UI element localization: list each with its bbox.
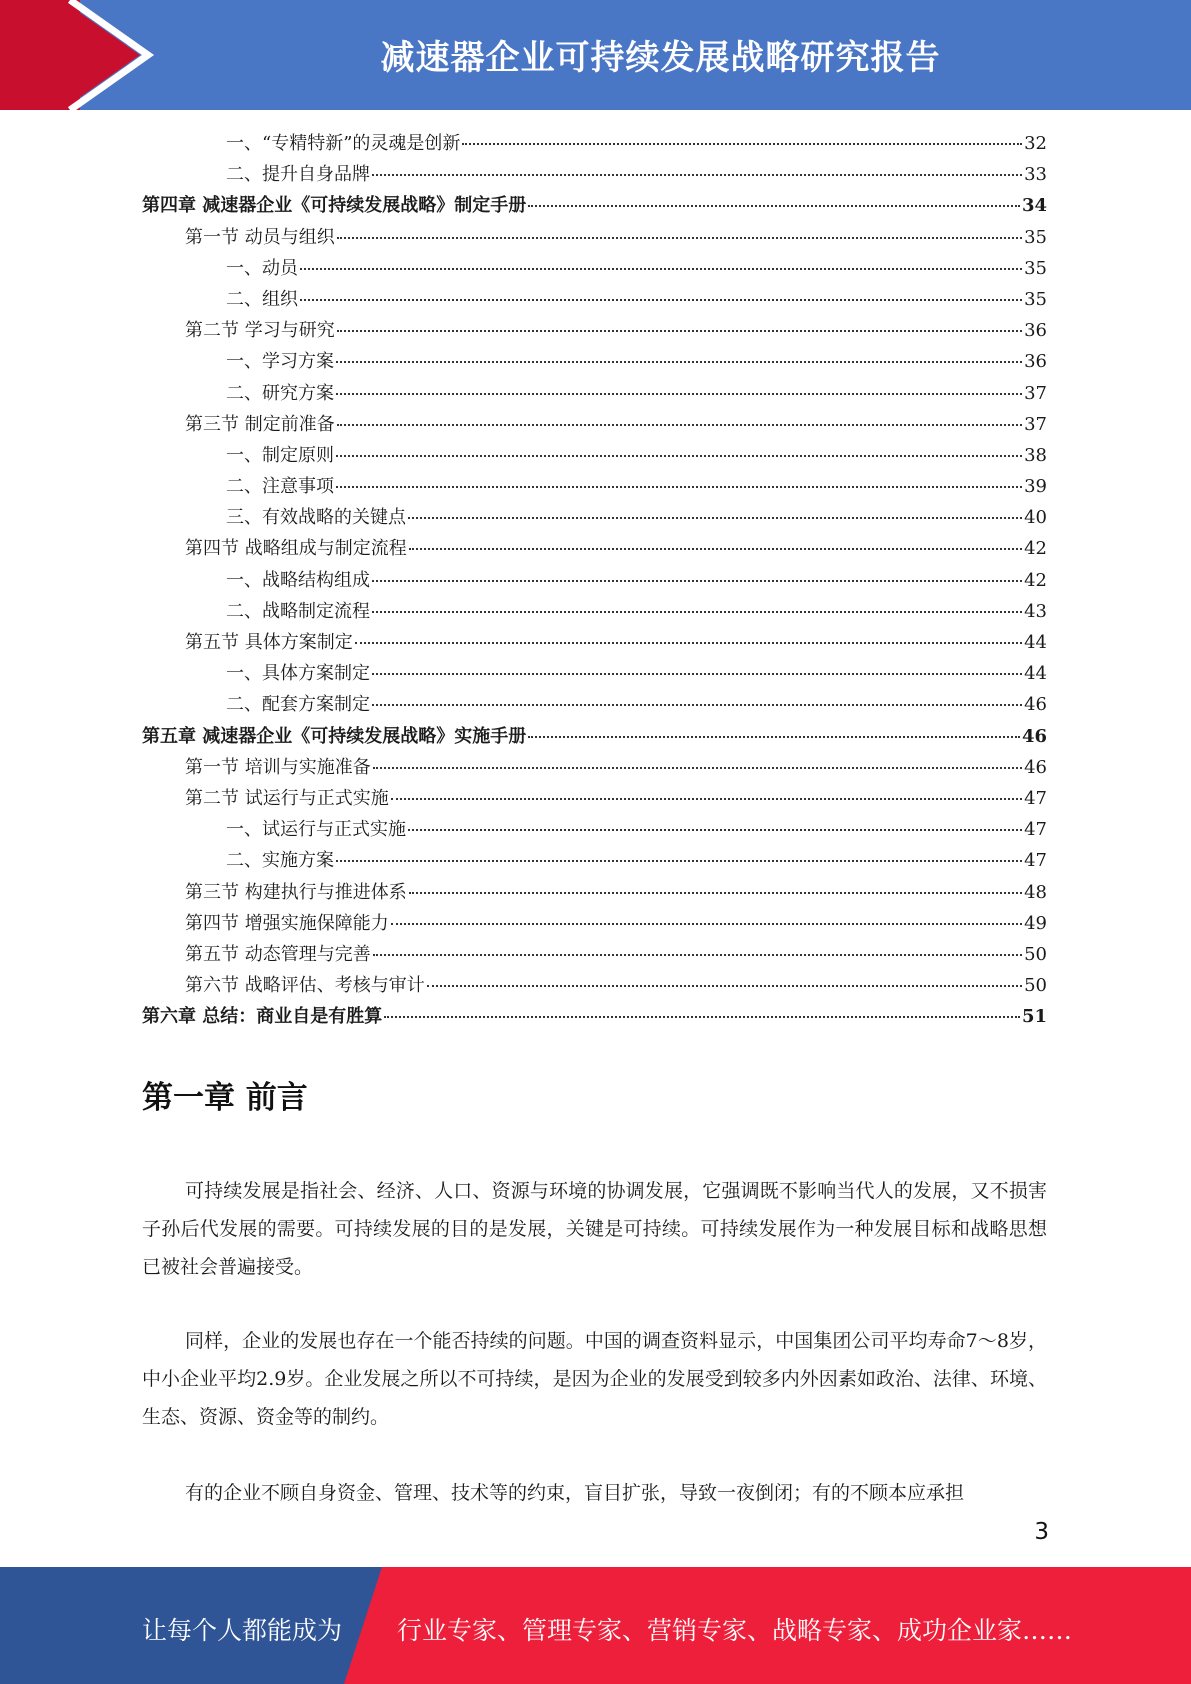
toc-leader-dots bbox=[336, 455, 1022, 457]
page-number: 3 bbox=[1034, 1519, 1049, 1545]
toc-entry-title: 第一节 动员与组织 bbox=[185, 226, 335, 248]
toc-entry[interactable] bbox=[142, 346, 1047, 377]
toc-entry[interactable] bbox=[142, 1001, 1047, 1032]
toc-leader-dots bbox=[373, 954, 1022, 956]
toc-leader-dots bbox=[373, 767, 1022, 769]
toc-entry-page: 36 bbox=[1024, 320, 1047, 342]
toc-entry-title: 第五章 减速器企业《可持续发展战略》实施手册 bbox=[142, 725, 527, 747]
toc-entry[interactable] bbox=[142, 752, 1047, 783]
toc-entry-page: 50 bbox=[1024, 943, 1047, 965]
toc-entry-title: 一、学习方案 bbox=[226, 351, 334, 373]
toc-entry[interactable] bbox=[142, 253, 1047, 284]
toc-entry[interactable] bbox=[142, 159, 1047, 190]
toc-leader-dots bbox=[528, 736, 1020, 738]
toc-entry-title: 二、配套方案制定 bbox=[226, 694, 370, 716]
toc-entry-title: 第四章 减速器企业《可持续发展战略》制定手册 bbox=[142, 195, 527, 217]
toc-entry-page: 51 bbox=[1021, 1006, 1047, 1028]
toc-entry-title: 第三节 构建执行与推进体系 bbox=[185, 881, 407, 903]
toc-leader-dots bbox=[391, 923, 1022, 925]
toc-entry-title: 二、注意事项 bbox=[226, 476, 334, 498]
toc-entry[interactable] bbox=[142, 471, 1047, 502]
toc-leader-dots bbox=[300, 299, 1022, 301]
toc-entry-page: 47 bbox=[1024, 787, 1047, 809]
toc-entry-page: 38 bbox=[1024, 444, 1047, 466]
toc-entry-page: 42 bbox=[1024, 538, 1047, 560]
toc-leader-dots bbox=[409, 892, 1022, 894]
toc-leader-dots bbox=[462, 143, 1022, 145]
report-title: 减速器企业可持续发展战略研究报告 bbox=[380, 38, 941, 78]
toc-entry-title: 第一节 培训与实施准备 bbox=[185, 756, 371, 778]
toc-entry-page: 34 bbox=[1021, 195, 1047, 217]
body-paragraph: 可持续发展是指社会、经济、人口、资源与环境的协调发展，它强调既不影响当代人的发展，又不损害子孙后代发展的需要。可持续发展的目的是发展，关键是可持续。可持续发展作为一种发展目标和战略思想已被社会普遍接受。 bbox=[142, 1180, 1047, 1278]
toc-leader-dots bbox=[337, 237, 1022, 239]
body-paragraph: 有的企业不顾自身资金、管理、技术等的约束，盲目扩张，导致一夜倒闭；有的不顾本应承担 bbox=[185, 1482, 965, 1504]
toc-entry-title: 二、实施方案 bbox=[226, 850, 334, 872]
toc-entry-title: 一、试运行与正式实施 bbox=[226, 819, 406, 841]
toc-leader-dots bbox=[408, 517, 1022, 519]
toc-entry-page: 37 bbox=[1024, 413, 1047, 435]
toc-leader-dots bbox=[372, 174, 1022, 176]
toc-entry[interactable] bbox=[142, 689, 1047, 720]
toc-entry-title: 一、具体方案制定 bbox=[226, 663, 370, 685]
toc-entry[interactable] bbox=[142, 222, 1047, 253]
toc-entry-title: 三、有效战略的关键点 bbox=[226, 507, 406, 529]
toc-entry-page: 47 bbox=[1024, 819, 1047, 841]
toc-entry-page: 43 bbox=[1024, 600, 1047, 622]
toc-entry-page: 47 bbox=[1024, 850, 1047, 872]
toc-entry[interactable] bbox=[142, 409, 1047, 440]
toc-leader-dots bbox=[337, 330, 1022, 332]
toc-leader-dots bbox=[427, 985, 1022, 987]
toc-entry-page: 37 bbox=[1024, 382, 1047, 404]
toc-entry-page: 35 bbox=[1024, 226, 1047, 248]
toc-entry[interactable] bbox=[142, 378, 1047, 409]
toc-entry[interactable] bbox=[142, 565, 1047, 596]
toc-leader-dots bbox=[384, 1016, 1020, 1018]
toc-entry-page: 33 bbox=[1024, 164, 1047, 186]
body-paragraph: 同样，企业的发展也存在一个能否持续的问题。中国的调查资料显示，中国集团公司平均寿命7～8岁，中小企业平均2.9岁。企业发展之所以不可持续，是因为企业的发展受到较多内外因素如政治、法律、环境、生态、资源、资金等的制约。 bbox=[142, 1330, 1047, 1428]
toc-entry-page: 44 bbox=[1024, 632, 1047, 653]
toc-entry-title: 第五节 动态管理与完善 bbox=[185, 943, 371, 965]
toc-entry[interactable] bbox=[142, 877, 1047, 908]
toc-entry-title: 一、“专精特新”的灵魂是创新 bbox=[226, 133, 461, 154]
toc-entry[interactable] bbox=[142, 315, 1047, 346]
toc-entry-title: 二、战略制定流程 bbox=[226, 600, 370, 622]
toc-entry[interactable] bbox=[142, 658, 1047, 689]
toc-entry-title: 第四节 增强实施保障能力 bbox=[185, 912, 389, 934]
footer-slogan-right: 行业专家、管理专家、营销专家、战略专家、成功企业家…… bbox=[397, 1616, 1073, 1645]
toc-entry[interactable] bbox=[142, 721, 1047, 752]
toc-entry-title: 第六节 战略评估、考核与审计 bbox=[185, 975, 425, 997]
toc-leader-dots bbox=[528, 205, 1020, 207]
toc-entry[interactable] bbox=[142, 190, 1047, 221]
table-of-contents bbox=[142, 128, 1047, 1032]
toc-leader-dots bbox=[336, 393, 1022, 395]
toc-entry-page: 32 bbox=[1024, 133, 1047, 154]
toc-entry-page: 42 bbox=[1024, 569, 1047, 591]
toc-leader-dots bbox=[336, 860, 1022, 862]
footer-slogan-left: 让每个人都能成为 bbox=[142, 1616, 343, 1645]
toc-entry-page: 36 bbox=[1024, 351, 1047, 373]
toc-entry-title: 第六章 总结：商业自是有胜算 bbox=[142, 1006, 383, 1028]
toc-entry[interactable] bbox=[142, 596, 1047, 627]
toc-entry-title: 第三节 制定前准备 bbox=[185, 413, 335, 435]
page-footer bbox=[0, 1567, 1191, 1684]
toc-entry-title: 第二节 学习与研究 bbox=[185, 320, 335, 342]
toc-entry-page: 49 bbox=[1024, 912, 1047, 934]
toc-entry[interactable] bbox=[142, 783, 1047, 814]
toc-leader-dots bbox=[336, 361, 1022, 363]
toc-entry[interactable] bbox=[142, 970, 1047, 1001]
toc-entry-title: 第二节 试运行与正式实施 bbox=[185, 787, 389, 809]
toc-entry-page: 39 bbox=[1024, 476, 1047, 498]
toc-entry-title: 一、战略结构组成 bbox=[226, 569, 370, 591]
toc-entry-title: 二、提升自身品牌 bbox=[226, 164, 370, 186]
toc-leader-dots bbox=[391, 798, 1022, 800]
toc-entry-page: 46 bbox=[1024, 694, 1047, 716]
page-header bbox=[0, 0, 1191, 110]
toc-entry[interactable] bbox=[142, 627, 1047, 658]
chapter-heading: 第一章 前言 bbox=[142, 1080, 308, 1116]
toc-entry-title: 二、组织 bbox=[226, 288, 298, 310]
toc-entry[interactable] bbox=[142, 845, 1047, 876]
toc-leader-dots bbox=[337, 424, 1022, 426]
toc-entry-title: 第五节 具体方案制定 bbox=[185, 632, 353, 653]
toc-entry[interactable] bbox=[142, 814, 1047, 845]
toc-entry-page: 50 bbox=[1024, 975, 1047, 997]
toc-entry-page: 44 bbox=[1024, 663, 1047, 685]
toc-entry-title: 第四节 战略组成与制定流程 bbox=[185, 538, 407, 560]
toc-leader-dots bbox=[372, 704, 1022, 706]
toc-entry-page: 46 bbox=[1024, 756, 1047, 778]
toc-entry[interactable] bbox=[142, 440, 1047, 471]
toc-entry-title: 一、动员 bbox=[226, 257, 298, 279]
toc-entry-title: 二、研究方案 bbox=[226, 382, 334, 404]
toc-leader-dots bbox=[372, 580, 1022, 582]
toc-leader-dots bbox=[355, 642, 1022, 644]
toc-entry[interactable] bbox=[142, 284, 1047, 315]
toc-leader-dots bbox=[300, 268, 1022, 270]
toc-leader-dots bbox=[336, 486, 1022, 488]
toc-entry-page: 40 bbox=[1024, 507, 1047, 529]
toc-leader-dots bbox=[372, 611, 1022, 613]
toc-entry[interactable] bbox=[142, 502, 1047, 533]
toc-entry-page: 48 bbox=[1024, 881, 1047, 903]
toc-entry[interactable] bbox=[142, 533, 1047, 564]
toc-entry-page: 35 bbox=[1024, 288, 1047, 310]
toc-entry[interactable] bbox=[142, 128, 1047, 159]
toc-leader-dots bbox=[408, 829, 1022, 831]
toc-leader-dots bbox=[372, 673, 1022, 675]
toc-entry[interactable] bbox=[142, 908, 1047, 939]
toc-entry-title: 一、制定原则 bbox=[226, 444, 334, 466]
toc-entry[interactable] bbox=[142, 939, 1047, 970]
toc-entry-page: 46 bbox=[1021, 725, 1047, 747]
toc-entry-page: 35 bbox=[1024, 257, 1047, 279]
toc-leader-dots bbox=[409, 548, 1022, 550]
